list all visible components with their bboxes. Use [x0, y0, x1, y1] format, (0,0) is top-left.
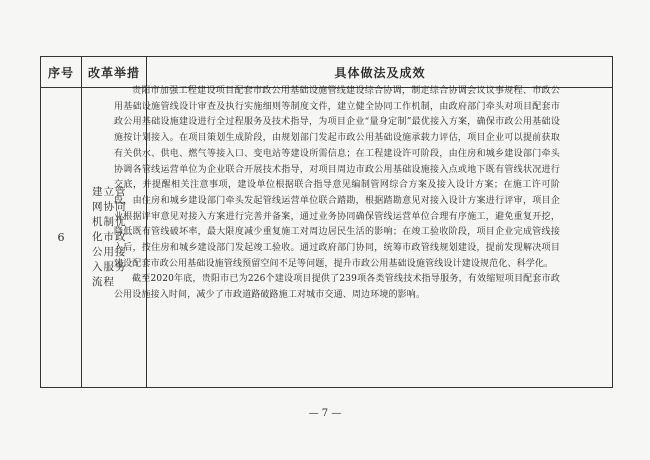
header-details: 具体做法及成效: [334, 65, 426, 80]
header-seq: 序号: [47, 65, 74, 80]
details-paragraph: 贵阳市加强工程建设项目配套市政公用基础设施管线建设综合协调，制定综合协调会议议事规程、市政公用基础设施管线设计审查及执行实施细则等制度文件，建立健全协同工作机制，由政府部门牵头对项目配套市政公用基础设施建设进行全过程服务及技术指导，为项目企业“量身定制”最优接入方案，确保市政公用基础设施按计划接入。在项目策划生成阶段，由规划部门发起市政公用基础设施承载力评估，项目企业可以提前获取有关供水、供电、燃气等接入口、变电站等建设所需信息；在工程建设许可阶段，由住房和城乡建设部门牵头协调各管线运营单位为企业联合开展技术指导，对项目周边市政公用基础设施接入点或地下既有管线状况进行交底，并提醒相关注意事项，建设单位根据联合指导意见编制管网综合方案及接入设计方案；在施工许可阶段，由住房和城乡建设部门牵头发起管线运营单位联合踏勘，根据踏勘意见对接入设计方案进行评审，项目企业根据评审意见对接入方案进行完善并备案，通过业务协同确保管线运营单位合理有序施工，避免重复开挖，降低既有管线破坏率，最大限度减少重复施工对周边居民生活的影响；在竣工验收阶段，项目企业完成管线接入后，按住房和城乡建设部门发起竣工验收。通过政府部门协同，统筹市政管线规划建设，提前发现解决项目建设配套市政公用基础设施管线预留空间不足等问题，提升市政公用基础设施管线设计建设规范化、科学化。: [114, 86, 560, 269]
row-details-cell: [114, 84, 560, 304]
page-number: — 7 —: [308, 408, 342, 419]
header-measure: 改革举措: [87, 65, 140, 80]
details-paragraph: 截至2020年底，贵阳市已为226个建设项目提供了239项各类管线技术指导服务，有效缩短项目配套市政公用设施接入时间，减少了市政道路破路施工对城市交通、周边环境的影响。: [114, 274, 560, 301]
row-measure-text: 建立管网协同机制优化市政公用接入服务流程: [92, 186, 127, 288]
row-seq-number: 6: [57, 231, 65, 244]
